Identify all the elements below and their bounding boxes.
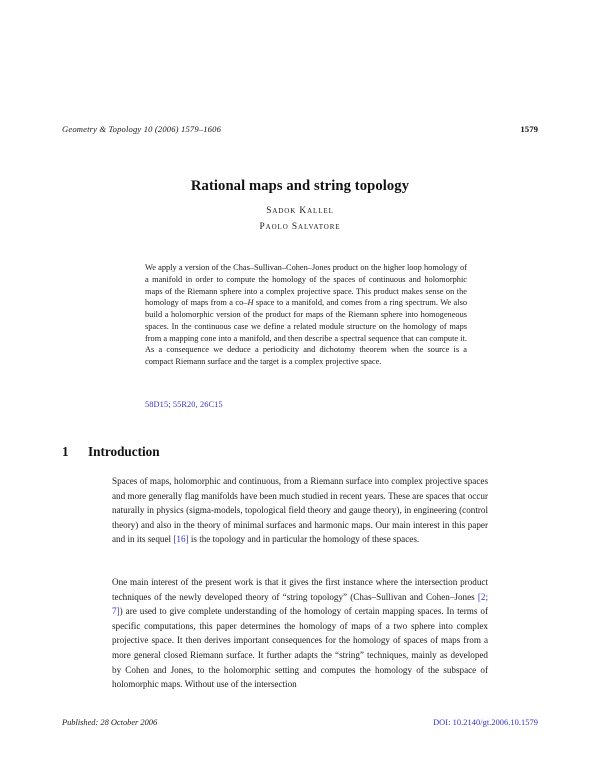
paragraph1-text-after-citation: is the topology and in particular the homology of these spaces.	[188, 534, 420, 545]
author-name: Sadok Kallel	[266, 206, 334, 216]
page-footer	[62, 718, 538, 727]
page-title: Rational maps and string topology	[190, 178, 410, 194]
paragraph2-text-before-citation: One main interest of the present work is that it gives the first instance where the intersection product techniques of the newly developed theory of “string topology” (Chas–Sullivan and Cohen–Jones	[112, 577, 488, 602]
author-name: Paolo Salvatore	[259, 222, 341, 232]
doi-link[interactable]: DOI: 10.2140/gt.2006.10.1579	[433, 718, 538, 727]
abstract-paragraph	[145, 262, 467, 368]
msc-classification-codes[interactable]: 58D15; 55R20, 26C15	[145, 400, 223, 409]
math-variable-h: H	[247, 298, 254, 308]
journal-citation: Geometry & Topology 10 (2006) 1579–1606	[62, 124, 222, 134]
abstract-text-part2: space to a manifold, and comes from a ring spectrum. We also build a holomorphic version of the product for maps of the Riemann sphere into homogeneous spaces. In the continuous case we define a related module structure on the homology of maps from a mapping cone into a manifold, and then describe a spectral sequence that can compute it. As a consequence we deduce a periodicity and dichotomy theorem when the source is a compact Riemann surface and the target is a complex projective space.	[145, 298, 467, 366]
author-list	[62, 203, 538, 235]
paragraph1-text-before-citation: Spaces of maps, holomorphic and continuous, from a Riemann surface into complex projective spaces and more generally flag manifolds have been much studied in recent years. These are spaces that occur naturally in physics (sigma-models, topological field theory and gauge theory), in engineering (control theory) and also in the theory of minimal surfaces and harmonic maps. Our main interest in this paper and in its sequel	[112, 476, 488, 545]
abstract-text-part1: We apply a version of the Chas–Sullivan–Cohen–Jones product on the higher loop homology of a manifold in order to compute the homology of the spaces of continuous and holomorphic maps of the Riemann sphere into a complex projective space. This product makes sense on the homology of maps from a co–	[145, 263, 467, 308]
running-head	[62, 124, 538, 134]
publication-date: Published: 28 October 2006	[62, 718, 158, 727]
abstract	[145, 262, 467, 368]
paragraph-text	[112, 575, 488, 692]
section-title: Introduction	[88, 444, 160, 459]
intro-paragraph-2	[112, 575, 488, 692]
paragraph2-text-after-citation: ) are used to give complete understanding of the homology of certain mapping spaces. In terms of specific computations, this paper determines the homology of maps of a two sphere into complex projective space. It then derives important consequences for the homology of spaces of maps from a more general closed Riemann surface. It further adapts the “string” techniques, mainly as developed by Cohen and Jones, to the holomorphic setting and computes the homology of the subspace of holomorphic maps. Without use of the intersection	[112, 606, 488, 690]
page-number: 1579	[520, 124, 538, 134]
section-heading	[62, 444, 538, 460]
citation-link-16[interactable]: [16]	[173, 534, 189, 545]
citation-link-2-7[interactable]: [2; 7]	[112, 591, 488, 617]
intro-paragraph-1	[112, 474, 488, 547]
paragraph-text	[112, 474, 488, 547]
section-number: 1	[62, 444, 69, 459]
